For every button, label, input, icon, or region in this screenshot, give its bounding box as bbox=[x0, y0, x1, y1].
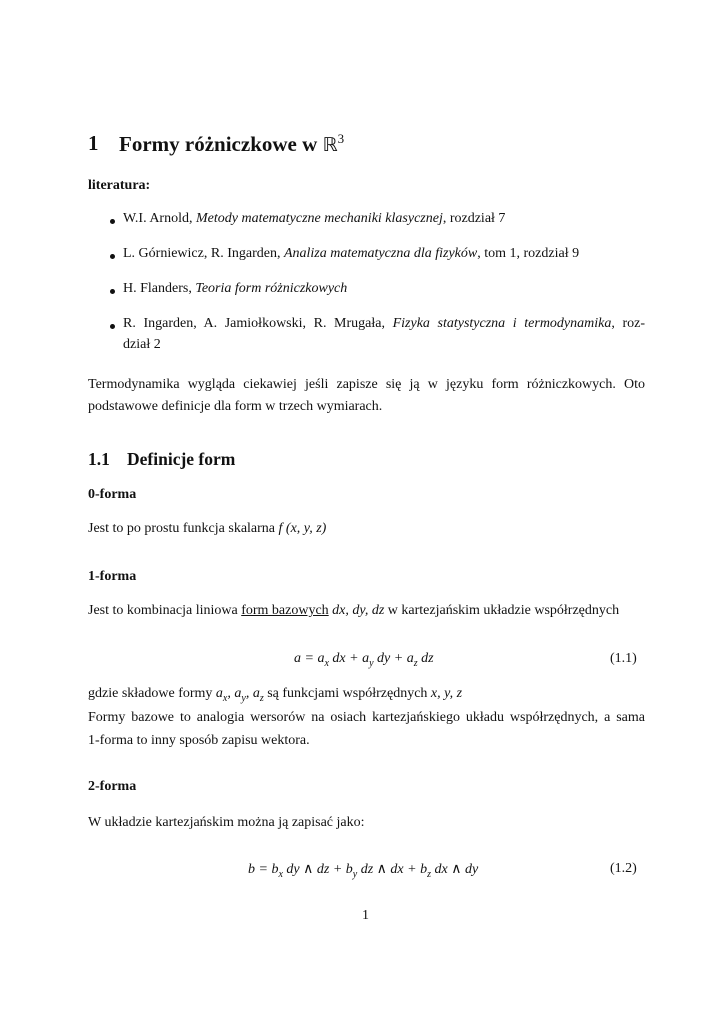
form0-text bbox=[88, 521, 326, 537]
form1-heading: 1-forma bbox=[88, 569, 137, 584]
form0-heading: 0-forma bbox=[88, 487, 137, 502]
bullet-4 bbox=[110, 324, 115, 329]
coords-math: x, y, z bbox=[430, 686, 463, 701]
intro-line-1-text: Termodynamika wygląda ciekawiej jeśli zapisze się ją w języku form różniczkowych. Oto bbox=[88, 377, 645, 392]
subsection-number: 1.1 bbox=[88, 449, 110, 469]
form2-heading: 2-forma bbox=[88, 779, 137, 794]
components-math: $a_x$, $a_y$, $a_z$ bbox=[215, 686, 264, 704]
equation-1-2: $b = b_x$ dy ∧ dz + $b_y$ dz ∧ dx + $b_z$ dx ∧ dy bbox=[248, 862, 479, 880]
form1-text bbox=[88, 603, 619, 619]
page-number: 1 bbox=[362, 908, 369, 923]
section-number: 1 bbox=[88, 131, 99, 155]
real-space-symbol: ℝ bbox=[322, 134, 338, 156]
literature-item-title: Metody matematyczne mechaniki klasycznej bbox=[195, 211, 443, 226]
literature-item-2 bbox=[123, 246, 579, 262]
literature-item-title: Teoria form różniczkowych bbox=[195, 281, 348, 296]
literature-item-4-cont: dział 2 bbox=[123, 337, 161, 352]
literature-heading: literatura: bbox=[88, 178, 151, 193]
literature-item-rest: , rozdział 7 bbox=[442, 211, 506, 226]
literature-item-4 bbox=[123, 316, 645, 332]
form1-note-line-1 bbox=[88, 710, 645, 726]
equation-number-1-2: (1.2) bbox=[610, 861, 637, 876]
dimension-exponent: 3 bbox=[337, 131, 345, 146]
form1-text-after: w kartezjańskim układzie współrzędnych bbox=[384, 603, 620, 618]
form1-components bbox=[88, 686, 462, 704]
bullet-2 bbox=[110, 254, 115, 259]
literature-item-authors: R. Ingarden, A. Jamiołkowski, R. Mrugała, bbox=[123, 316, 393, 331]
bullet-3 bbox=[110, 289, 115, 294]
literature-item-authors: H. Flanders, bbox=[123, 281, 196, 296]
form1-note-line-2: 1-forma to inny sposób zapisu wektora. bbox=[88, 733, 310, 748]
components-prefix: gdzie składowe formy bbox=[88, 686, 216, 701]
section-title-text: Formy różniczkowe w bbox=[119, 132, 318, 156]
form2-text: W układzie kartezjańskim można ją zapisać jako: bbox=[88, 815, 365, 830]
equation-1-1: $a = a_x$ dx + $a_y$ dy + $a_z$ dz bbox=[294, 651, 434, 669]
literature-item-authors: L. Górniewicz, R. Ingarden, bbox=[123, 246, 284, 261]
literature-item-authors: W.I. Arnold, bbox=[123, 211, 196, 226]
subsection-title: Definicje form bbox=[127, 449, 236, 469]
literature-item-rest: , roz- bbox=[611, 316, 645, 331]
intro-line-2: podstawowe definicje dla form w trzech wymiarach. bbox=[88, 399, 383, 414]
section-title bbox=[119, 131, 344, 157]
components-mid: są funkcjami współrzędnych bbox=[263, 686, 431, 701]
form-bazowe-link[interactable]: form bazowych bbox=[241, 603, 329, 618]
literature-item-1 bbox=[123, 211, 505, 227]
basis-forms-math: dx, dy, dz bbox=[328, 603, 385, 618]
intro-line-1 bbox=[88, 377, 645, 393]
bullet-1 bbox=[110, 219, 115, 224]
literature-item-title: Fizyka statystyczna i termodynamika bbox=[392, 316, 612, 331]
literature-item-title: Analiza matematyczna dla fizyków bbox=[283, 246, 478, 261]
form0-text-body: Jest to po prostu funkcja skalarna bbox=[88, 521, 279, 536]
form1-text-before: Jest to kombinacja liniowa bbox=[88, 603, 242, 618]
literature-item-3 bbox=[123, 281, 347, 297]
equation-number-1-1: (1.1) bbox=[610, 651, 637, 666]
form0-math: f (x, y, z) bbox=[278, 521, 327, 536]
literature-item-rest: , tom 1, rozdział 9 bbox=[477, 246, 580, 261]
form1-note-line-1-text: Formy bazowe to analogia wersorów na osiach kartezjańskiego układu współrzędnych, a sama bbox=[88, 710, 645, 725]
